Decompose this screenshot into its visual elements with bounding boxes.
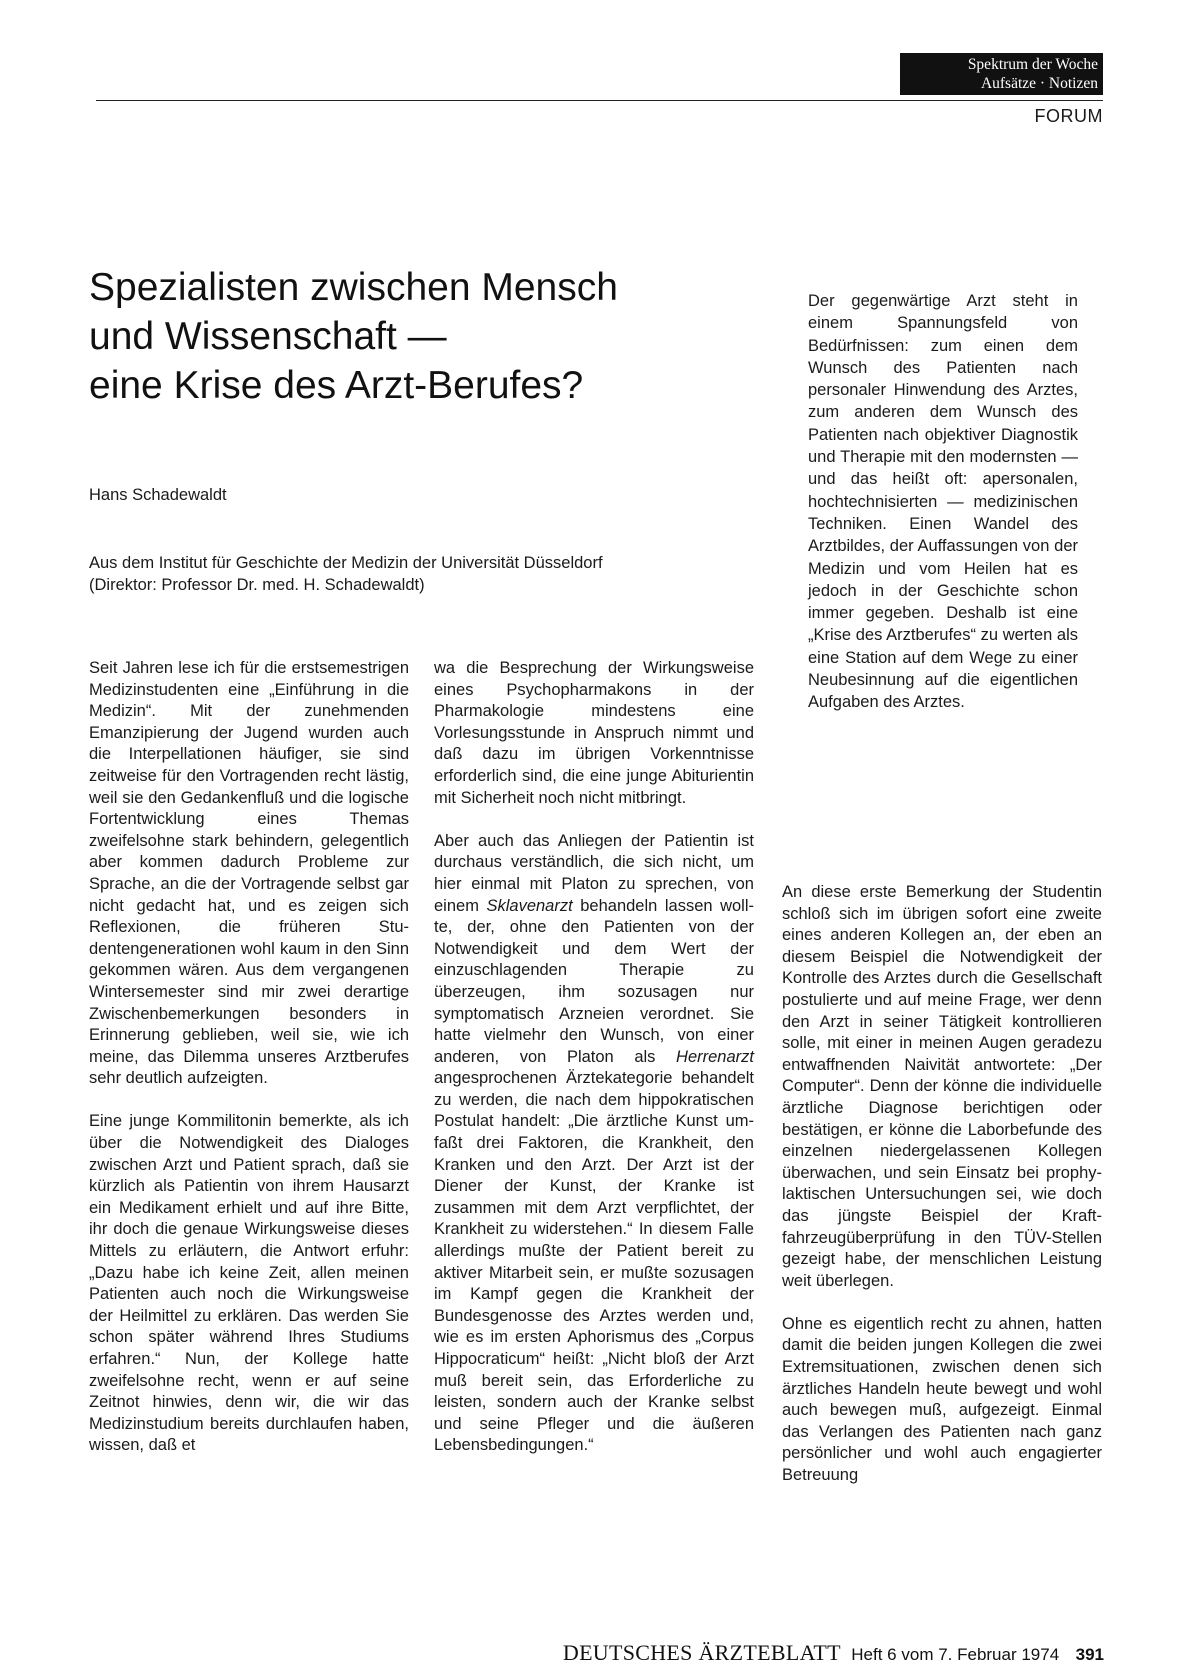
issue-date: Heft 6 vom 7. Februar 1974 xyxy=(851,1645,1060,1664)
text-column-3 xyxy=(782,882,1102,1487)
text-run: angesprochenen Ärztekategorie behandelt zu werden, die nach dem hippokratischen Postulat handelt: „Die ärztliche Kunst umfaßt drei Faktoren, die Krankheit, den Kranken und den Arzt. Der Arzt ist der Diener der Kunst, der Kranke ist zusammen mit dem Arzt verpflichtet, der Krankheit zu widerstehen.“ In diesem Falle allerdings mußte der Patient bereit zu aktiver Mitarbeit sein, er mußte sozusagen im Kampf gegen die Krankheit der Bundesgenosse des Arztes werden und, wie es im ersten Aphorismus des „Corpus Hippocraticum“ heißt: „Nicht bloß der Arzt muß bereit sein, das Erforderliche zu leisten, sondern auch der Kranke selbst und seine Pfleger und die äußeren Lebensbedingungen.“ xyxy=(434,1069,754,1455)
section-badge xyxy=(900,53,1103,95)
emphasis-term: Herrenarzt xyxy=(676,1047,754,1066)
title-line-1: Spezialisten zwischen Mensch xyxy=(89,266,618,309)
journal-name: DEUTSCHES ÄRZTEBLATT xyxy=(562,1640,841,1665)
affiliation-line-2: (Direktor: Professor Dr. med. H. Schadewaldt) xyxy=(89,576,425,594)
page-footer xyxy=(440,1640,1104,1666)
paragraph: An diese erste Bemerkung der Studentin schloß sich im übrigen sofort eine zweite eines anderen Kollegen an, der eben an diesem Beispiel die Notwendigkeit der Kontrolle des Arztes durch die Gesellschaft postulierte und auf meine Frage, wer denn den Arzt in seiner Tätigkeit kontrollieren solle, mit einer in meinen Augen geradezu entwaffnenden Naivität antwortete: „Der Computer“. Denn der könne die individuelle ärztliche Diagnose berichtigen oder bestätigen, er könne die Laborbefunde des einzelnen niedergelassenen Kollegen überwachen, und sein Einsatz bei prophylaktischen Untersuchungen sei, wie doch das jüngste Beispiel der Kraftfahrzeugüberprüfung in den TÜV-Stellen gezeigt habe, der menschlichen Leistung weit überlegen. xyxy=(782,883,1102,1290)
title-line-2: und Wissenschaft — xyxy=(89,315,447,358)
intro-abstract xyxy=(808,290,1078,714)
affiliation-line-1: Aus dem Institut für Geschichte der Medizin der Universität Düsseldorf xyxy=(89,554,603,572)
intro-paragraph: Der gegenwärtige Arzt steht in einem Spannungsfeld von Bedürfnissen: zum einen dem Wunsch des Patienten nach personaler Hinwendung des Arztes, zum anderen dem Wunsch des Patienten nach objektiver Diagnostik und Therapie mit den modernsten — und das heißt oft: apersonalen, hochtechnisierten — medizinischen Techniken. Einen Wandel des Arztbildes, der Auffassungen von der Medizin und vom Heilen hat es jedoch in der Geschichte schon immer gegeben. Deshalb ist eine „Krise des Arztberufes“ zu werten als eine Station auf dem Wege zu einer Neubesinnung auf die eigentlichen Aufgaben des Arztes. xyxy=(808,292,1078,712)
paragraph: Ohne es eigentlich recht zu ahnen, hatten damit die beiden jungen Kollegen die zwei Extremsituationen, zwischen denen sich ärztliches Handeln heute bewegt und wohl auch bewegen muß, aufgezeigt. Einmal das Verlangen des Patienten nach ganz persönlicher und wohl auch engagierter Betreuung xyxy=(782,1314,1102,1485)
article-title xyxy=(89,263,729,410)
section-label: Spektrum der Woche xyxy=(967,56,1098,73)
emphasis-term: Sklavenarzt xyxy=(486,896,573,915)
text-run: Aber auch das Anliegen der Patientin ist durchaus verständlich, die sich nicht, um hier einmal mit Platon zu sprechen, von einem xyxy=(434,831,754,915)
text-column-1 xyxy=(89,658,409,1457)
text-run: behandeln lassen wollte, der, ohne den Patienten von der Notwendigkeit und dem Wert der einzuschlagenden Therapie zu überzeugen, ihm sozusagen nur symptomatisch Arzneien verordnet. Sie hatte vielmehr den Wunsch, von einer anderen, von Platon als xyxy=(434,896,755,1066)
subsection-label: Aufsätze · Notizen xyxy=(980,75,1098,92)
page-number: 391 xyxy=(1075,1645,1104,1664)
header-rule xyxy=(96,100,1103,101)
paragraph xyxy=(434,831,754,1457)
paragraph: wa die Besprechung der Wirkungsweise eines Psychopharmakons in der Pharmakologie mindestens eine Vorlesungsstunde in Anspruch nimmt und daß dazu im übrigen Vorkenntnisse erforderlich sind, die eine junge Abiturientin mit Sicherheit noch nicht mitbringt. xyxy=(434,659,754,807)
author-name: Hans Schadewaldt xyxy=(89,486,227,504)
title-line-3: eine Krise des Arzt-Berufes? xyxy=(89,364,584,407)
category-label: FORUM xyxy=(1034,106,1103,126)
paragraph: Eine junge Kommilitonin bemerkte, als ich über die Notwendigkeit des Dialoges zwischen Arzt und Patient sprach, daß sie kürzlich als Patientin von ihrem Hausarzt ein Medikament erhielt und auf ihre Bitte, ihr doch die genaue Wirkungsweise dieses Mittels zu erläutern, die Antwort erfuhr: „Dazu habe ich keine Zeit, allen meinen Patienten auch noch die Wirkungsweise der Heilmittel zu erklären. Das werden Sie schon später während Ihres Studiums erfahren.“ Nun, der Kollege hatte zweifelsohne recht, wenn er auf seine Zeitnot hinwies, denn wir, die wir das Medizinstudium bereits durchlaufen haben, wissen, daß et xyxy=(89,1112,409,1455)
affiliation xyxy=(89,552,779,596)
paragraph: Seit Jahren lese ich für die erstsemestrigen Medizinstudenten eine „Einführung in die Medizin“. Mit der zunehmenden Emanzipierung der Jugend wurden auch die Interpellationen häufiger, sie sind zeitweise für den Vortragenden recht lästig, weil sie den Gedankenfluß und die logische Fortentwicklung eines Themas zweifelsohne stark behindern, gelegentlich aber kommen dadurch Probleme zur Sprache, an die der Vortragende selbst gar nicht gedacht hat, und es zeigen sich Reflexionen, die früheren Studentengenerationen wohl kaum in den Sinn gekommen wären. Aus dem vergangenen Wintersemester sind mir zwei derartige Zwischenbemerkungen besonders in Erinnerung geblieben, weil sie, wie ich meine, das Dilemma unseres Arztberufes sehr deutlich aufzeigten. xyxy=(89,659,409,1088)
text-column-2 xyxy=(434,658,754,1457)
